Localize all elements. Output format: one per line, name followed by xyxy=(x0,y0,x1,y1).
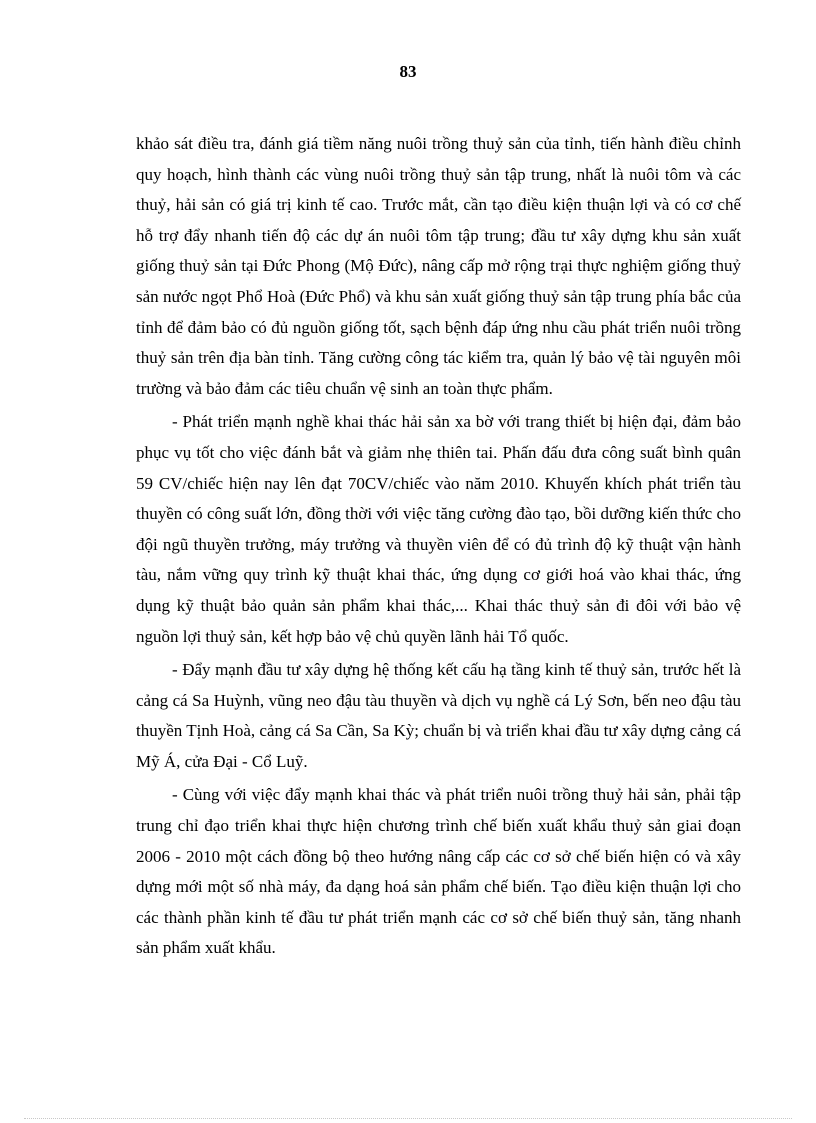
paragraph-infrastructure: - Đẩy mạnh đầu tư xây dựng hệ thống kết cấu hạ tầng kinh tế thuỷ sản, trước hết là cảng cá Sa Huỳnh, vũng neo đậu tàu thuyền và dịch vụ nghề cá Lý Sơn, bến neo đậu tàu thuyền Tịnh Hoà, cảng cá Sa Cần, Sa Kỳ; chuẩn bị và triển khai đầu tư xây dựng cảng cá Mỹ Á, cửa Đại - Cổ Luỹ. xyxy=(136,660,741,771)
paragraph-processing: - Cùng với việc đẩy mạnh khai thác và phát triển nuôi trồng thuỷ hải sản, phải tập trung chỉ đạo triển khai thực hiện chương trình chế biến xuất khẩu thuỷ sản giai đoạn 2006 - 2010 một cách đồng bộ theo hướng nâng cấp các cơ sở chế biến hiện có và xây dựng mới một số nhà máy, đa dạng hoá sản phẩm chế biến. Tạo điều kiện thuận lợi cho các thành phần kinh tế đầu tư phát triển mạnh các cơ sở chế biến thuỷ sản, tăng nhanh sản phẩm xuất khẩu. xyxy=(136,785,741,958)
page-number: 83 xyxy=(399,62,417,81)
paragraph-offshore-fishing: - Phát triển mạnh nghề khai thác hải sản xa bờ với trang thiết bị hiện đại, đảm bảo phục vụ tốt cho việc đánh bắt và giảm nhẹ thiên tai. Phấn đấu đưa công suất bình quân 59 CV/chiếc hiện nay lên đạt 70CV/chiếc vào năm 2010. Khuyến khích phát triển tàu thuyền có công suất lớn, đồng thời với việc tăng cường đào tạo, bồi dưỡng kiến thức cho đội ngũ thuyền trưởng, máy trưởng và thuyền viên để có đủ trình độ kỹ thuật vận hành tàu, nắm vững quy trình kỹ thuật khai thác, ứng dụng cơ giới hoá vào khai thác, ứng dụng kỹ thuật bảo quản sản phẩm khai thác,... Khai thác thuỷ sản đi đôi với bảo vệ nguồn lợi thuỷ sản, kết hợp bảo vệ chủ quyền lãnh hải Tổ quốc. xyxy=(136,412,741,646)
paragraph-continuation: khảo sát điều tra, đánh giá tiềm năng nuôi trồng thuỷ sản của tỉnh, tiến hành điều chỉnh quy hoạch, hình thành các vùng nuôi trồng thuỷ sản tập trung, nhất là nuôi tôm và các thuỷ, hải sản có giá trị kinh tế cao. Trước mắt, cần tạo điều kiện thuận lợi và có cơ chế hỗ trợ đẩy nhanh tiến độ các dự án nuôi tôm tập trung; đầu tư xây dựng khu sản xuất giống thuỷ sản tại Đức Phong (Mộ Đức), nâng cấp mở rộng trại thực nghiệm giống thuỷ sản nước ngọt Phổ Hoà (Đức Phổ) và khu sản xuất giống thuỷ sản tập trung phía bắc của tỉnh để đảm bảo có đủ nguồn giống tốt, sạch bệnh đáp ứng nhu cầu phát triển nuôi trồng thuỷ sản trên địa bàn tỉnh. Tăng cường công tác kiểm tra, quản lý bảo vệ tài nguyên môi trường và bảo đảm các tiêu chuẩn vệ sinh an toàn thực phẩm. xyxy=(136,134,741,398)
page-bottom-divider xyxy=(24,1118,792,1119)
body-text xyxy=(136,129,741,964)
